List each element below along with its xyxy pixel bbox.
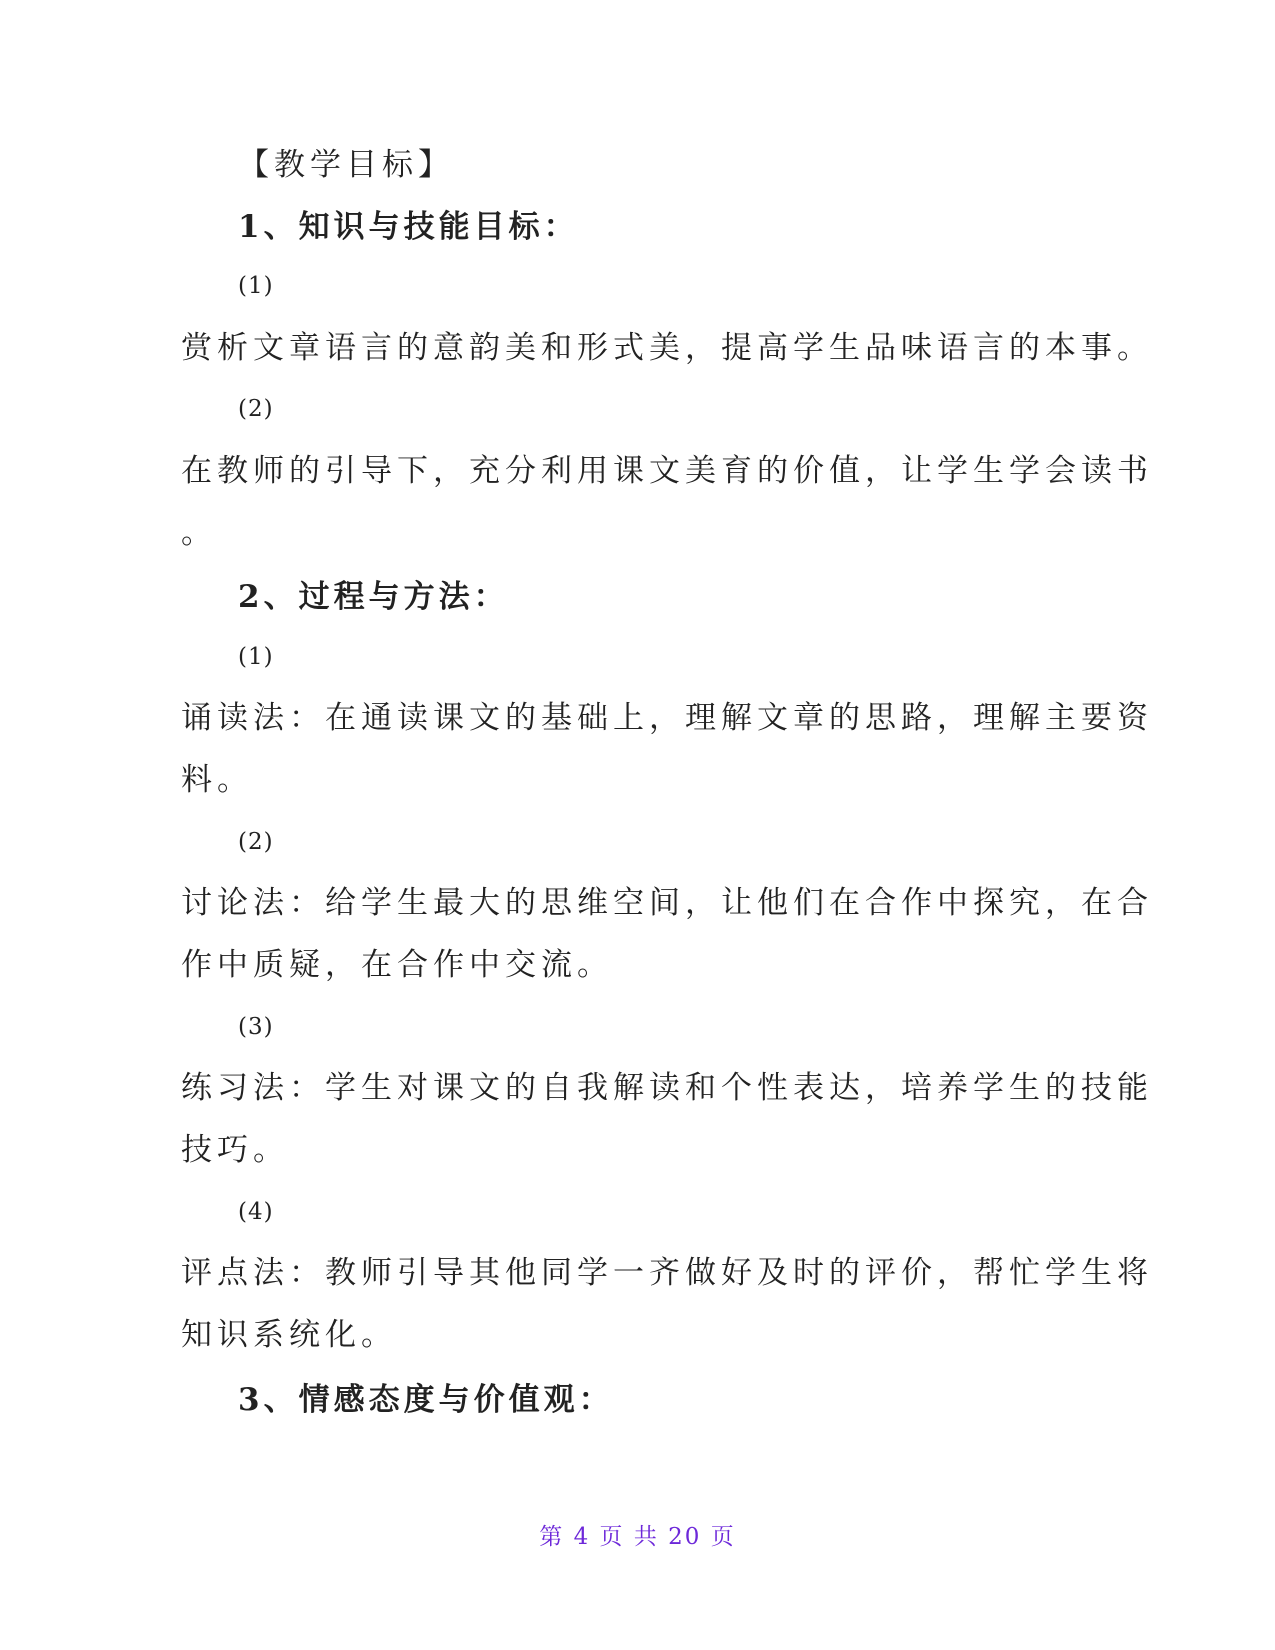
section-title: 【教学目标】	[238, 147, 454, 183]
page-number-footer: 第 4 页 共 20 页	[539, 1524, 736, 1550]
goal2-item1-label: (1)	[238, 644, 274, 670]
goal3-heading: 3、情感态度与价值观：	[238, 1382, 614, 1418]
goal2-item4-label: (4)	[238, 1199, 274, 1225]
goal2-item1-text-line1: 诵读法：在通读课文的基础上，理解文章的思路，理解主要资	[181, 700, 1153, 736]
goal2-item4-text-line1: 评点法：教师引导其他同学一齐做好及时的评价，帮忙学生将	[181, 1255, 1153, 1291]
goal2-item4-text-line2: 知识系统化。	[181, 1317, 397, 1353]
goal1-item2-text-line1: 在教师的引导下，充分利用课文美育的价值，让学生学会读书	[181, 453, 1153, 489]
goal2-item2-label: (2)	[238, 829, 274, 855]
goal2-item1-text-line2: 料。	[181, 762, 253, 798]
goal1-item1-label: (1)	[238, 273, 274, 299]
goal2-item3-label: (3)	[238, 1014, 274, 1040]
goal1-heading: 1、知识与技能目标：	[238, 209, 579, 245]
goal2-item3-text-line2: 技巧。	[181, 1132, 289, 1168]
goal1-item2-text-line2: 。	[181, 515, 217, 551]
goal2-item3-text-line1: 练习法：学生对课文的自我解读和个性表达，培养学生的技能	[181, 1070, 1153, 1106]
goal1-item2-label: (2)	[238, 396, 274, 422]
goal2-item2-text-line2: 作中质疑，在合作中交流。	[181, 947, 613, 983]
goal1-item1-text: 赏析文章语言的意韵美和形式美，提高学生品味语言的本事。	[181, 330, 1153, 366]
goal2-item2-text-line1: 讨论法：给学生最大的思维空间，让他们在合作中探究，在合	[181, 885, 1153, 921]
goal2-heading: 2、过程与方法：	[238, 579, 509, 615]
